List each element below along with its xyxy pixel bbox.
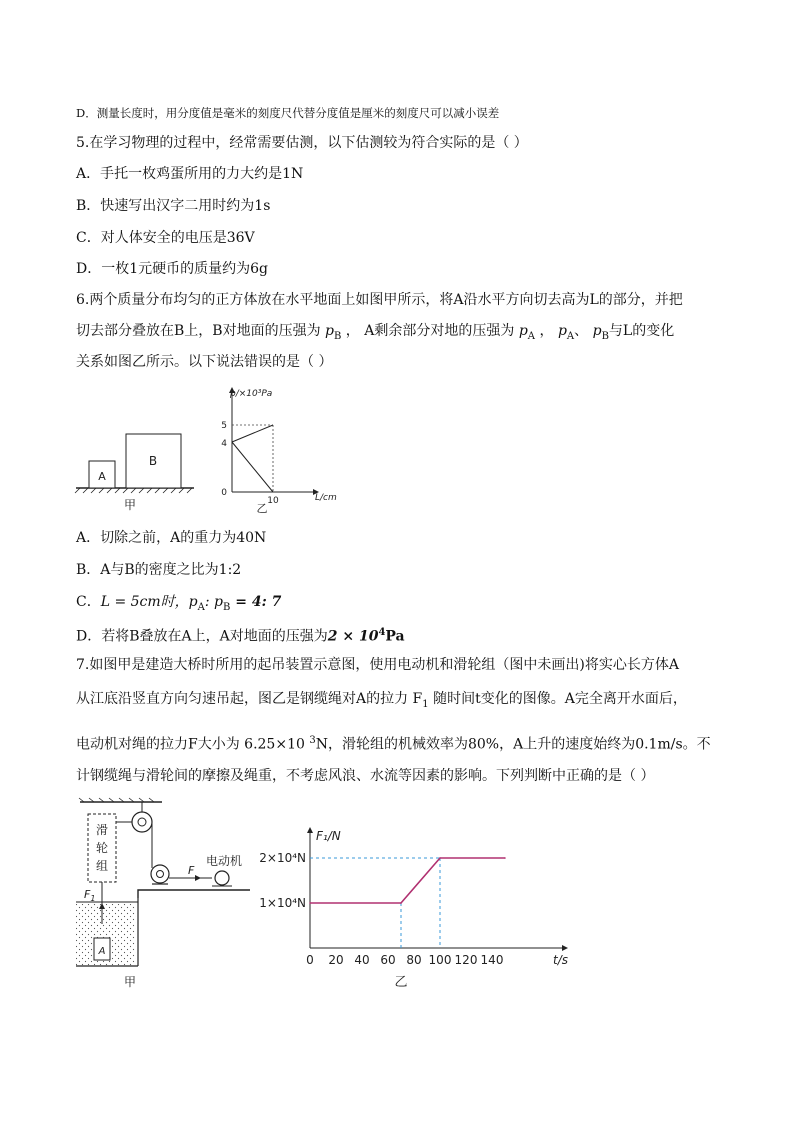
pulley-group-label: 滑 bbox=[95, 823, 109, 837]
figure-caption-yi: 乙 bbox=[256, 502, 268, 515]
option-d-exponent: 4 bbox=[378, 627, 386, 638]
q6-stem-text: ， bbox=[535, 323, 558, 339]
option-c-sub-a: A bbox=[197, 601, 205, 613]
bank-edge bbox=[138, 890, 250, 898]
motor-icon bbox=[215, 871, 229, 885]
x-axis-label: L/cm bbox=[315, 493, 337, 503]
pB-line bbox=[232, 425, 273, 442]
option-d-math: 2 × 10 bbox=[327, 628, 379, 645]
pulley-group-label: 轮 bbox=[95, 841, 109, 855]
ground-hatch bbox=[75, 488, 192, 493]
q6-figure-jia bbox=[72, 425, 197, 515]
q6-option-c bbox=[76, 592, 281, 618]
q7-stem-line4: 计钢缆绳与滑轮间的摩擦及绳重，不考虑风浪、水流等因素的影响。下列判断中正确的是（ ） bbox=[76, 768, 655, 784]
option-c-sub-b: B bbox=[223, 601, 231, 613]
figure-caption-yi: 乙 bbox=[394, 975, 408, 990]
q6-stem-text: 与L的变化 bbox=[608, 323, 675, 339]
q7-stem-line1: 7.如图甲是建造大桥时所用的起吊装置示意图，使用电动机和滑轮组（图中未画出)将实心长方体A bbox=[76, 657, 679, 673]
q6-option-d bbox=[76, 623, 405, 647]
block-a-label: A bbox=[98, 946, 106, 957]
q4-option-d: D．测量长度时，用分度值是毫米的刻度尺代替分度值是厘米的刻度尺可以减小误差 bbox=[76, 106, 500, 120]
symbol-pA-sub: A bbox=[566, 330, 575, 342]
symbol-pA: p bbox=[518, 323, 528, 339]
x-tick-label: 40 bbox=[354, 953, 370, 967]
force-f1-sub: 1 bbox=[90, 894, 96, 903]
q7-stem-line2 bbox=[76, 689, 687, 715]
symbol-pB: p bbox=[592, 323, 602, 339]
symbol-pB: p bbox=[325, 323, 334, 339]
figure-caption-jia: 甲 bbox=[123, 975, 137, 989]
symbol-pA-sub: A bbox=[527, 330, 536, 342]
q6-stem-text: 、 bbox=[574, 323, 593, 339]
q7-stem-line3 bbox=[76, 731, 711, 755]
y-axis-label: p/×10³Pa bbox=[230, 389, 273, 399]
option-c-math: : p bbox=[204, 594, 224, 610]
q5-option-c: C．对人体安全的电压是36V bbox=[76, 230, 255, 246]
symbol-pB-sub: B bbox=[601, 330, 609, 342]
block-b-label: B bbox=[148, 454, 158, 468]
x-axis-label: t/s bbox=[553, 953, 568, 967]
x-tick-10: 10 bbox=[267, 496, 279, 506]
option-d-text: D．若将B叠放在A上，A对地面的压强为 bbox=[76, 628, 328, 645]
top-pulley bbox=[132, 812, 152, 832]
q5-option-b: B．快速写出汉字二用时约为1s bbox=[76, 198, 271, 214]
x-tick-label: 140 bbox=[480, 953, 504, 967]
data-point bbox=[309, 902, 311, 904]
q7-stem-exp: 3 bbox=[309, 735, 316, 746]
option-c-ratio: = 4: 7 bbox=[230, 594, 282, 610]
pA-line bbox=[232, 442, 273, 492]
q6-stem-line2 bbox=[76, 321, 674, 347]
lower-pulley bbox=[151, 865, 169, 883]
y-tick-label: 1×10⁴N bbox=[259, 896, 306, 910]
x-tick-label: 60 bbox=[380, 953, 396, 967]
q5-option-a: A．手托一枚鸡蛋所用的力大约是1N bbox=[76, 166, 304, 182]
symbol-pA: p bbox=[557, 323, 567, 339]
q6-figure-yi bbox=[212, 382, 352, 515]
block-a-label: A bbox=[98, 470, 106, 483]
q7-stem-sub: 1 bbox=[422, 698, 429, 710]
x-tick-label: 20 bbox=[328, 953, 344, 967]
data-point bbox=[439, 857, 441, 859]
pulley-group-label: 组 bbox=[95, 859, 109, 873]
figure-caption-jia: 甲 bbox=[123, 498, 137, 512]
q5-stem: 5.在学习物理的过程中，经常需要估测，以下估测较为符合实际的是（ ） bbox=[76, 135, 528, 151]
motor-label: 电动机 bbox=[205, 854, 243, 868]
option-d-unit: Pa bbox=[385, 628, 405, 645]
y-tick-4: 4 bbox=[221, 439, 227, 449]
series-line bbox=[310, 858, 505, 903]
y-tick-5: 5 bbox=[221, 421, 227, 431]
data-point bbox=[504, 857, 506, 859]
force-f1-symbol: F bbox=[84, 888, 91, 901]
data-point bbox=[400, 902, 402, 904]
q7-figure-jia bbox=[72, 798, 257, 993]
y-tick-0: 0 bbox=[221, 488, 227, 498]
x-tick-label: 100 bbox=[428, 953, 452, 967]
q6-option-a: A．切除之前，A的重力为40N bbox=[76, 530, 267, 546]
x-tick-label: 120 bbox=[454, 953, 478, 967]
q6-stem-text: ， A剩余部分对地的压强为 bbox=[341, 323, 519, 339]
force-f-label: F bbox=[188, 864, 195, 877]
x-tick-label: 80 bbox=[406, 953, 422, 967]
option-c-prefix: C． bbox=[76, 594, 101, 610]
symbol-pB-sub: B bbox=[334, 330, 342, 342]
force-f1-label bbox=[84, 888, 95, 903]
y-tick-label: 2×10⁴N bbox=[259, 851, 306, 865]
q7-stem-text: 从江底沿竖直方向匀速吊起，图乙是钢缆绳对A的拉力 F bbox=[76, 691, 423, 707]
q7-stem-text: 电动机对绳的拉力F大小为 6.25×10 bbox=[76, 736, 310, 753]
y-axis-label: F₁/N bbox=[316, 829, 341, 843]
option-c-math: L = 5cm时，p bbox=[100, 594, 198, 610]
x-tick-label: 0 bbox=[306, 953, 314, 967]
q7-chart-yi bbox=[252, 822, 568, 994]
q5-option-d: D．一枚1元硬币的质量约为6g bbox=[76, 261, 269, 277]
q6-stem-line1: 6.两个质量分布均匀的正方体放在水平地面上如图甲所示，将A沿水平方向切去高为L的部分，并把 bbox=[76, 292, 683, 308]
q6-stem-line3: 关系如图乙所示。以下说法错误的是（ ） bbox=[76, 354, 333, 370]
q7-stem-text: N，滑轮组的机械效率为80%，A上升的速度始终为0.1m/s。不 bbox=[315, 736, 711, 753]
q6-stem-text: 切去部分叠放在B上，B对地面的压强为 bbox=[76, 323, 326, 339]
q6-option-b: B．A与B的密度之比为1:2 bbox=[76, 562, 242, 578]
q7-stem-text: 随时间t变化的图像。A完全离开水面后， bbox=[428, 691, 687, 707]
